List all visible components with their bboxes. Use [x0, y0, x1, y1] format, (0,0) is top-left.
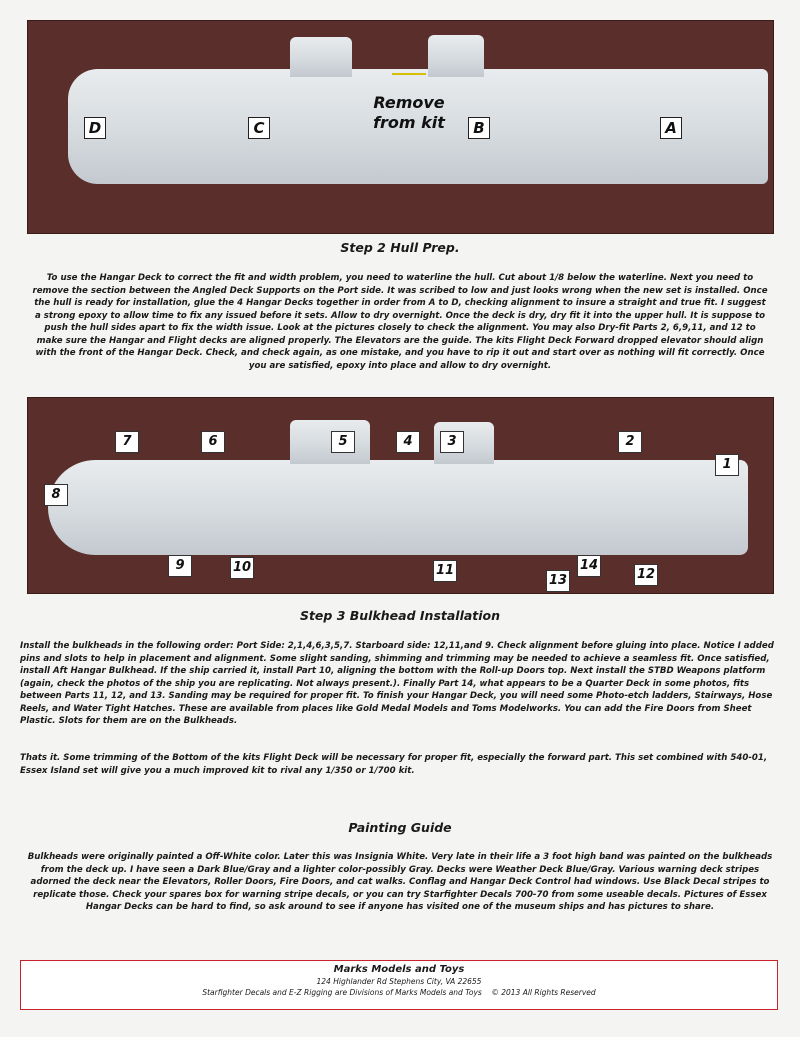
- part-label-3: 3: [440, 431, 464, 453]
- part-label-9: 9: [168, 555, 192, 577]
- hull-photo-top: [27, 20, 774, 234]
- part-label-5: 5: [331, 431, 355, 453]
- section-marker-c: C: [248, 117, 270, 139]
- part-label-12: 12: [634, 564, 658, 586]
- part-label-1: 1: [715, 454, 739, 476]
- step3-text-closing: Thats it. Some trimming of the Bottom of the kits Flight Deck will be necessary for proper fit, especially the forward part. This set combined with 540-01, Essex Island set will give you a much improved kit to rival any 1/350 or 1/700 kit.: [20, 753, 768, 776]
- footer-divisions-line: [21, 988, 777, 997]
- part-label-10: 10: [230, 557, 254, 579]
- part-label-11: 11: [433, 560, 457, 582]
- footer-address: 124 Highlander Rd Stephens City, VA 22655: [316, 977, 482, 986]
- hangar-deck-assembly: [48, 460, 748, 555]
- angled-deck-support-left: [290, 37, 352, 77]
- footer-divisions-note: Starfighter Decals and E-Z Rigging are Divisions of Marks Models and Toys: [202, 988, 482, 997]
- section-marker-d: D: [84, 117, 106, 139]
- hull-photo-bulkheads: [27, 397, 774, 594]
- part-label-8: 8: [44, 484, 68, 506]
- angled-deck-support-left: [290, 420, 370, 464]
- step2-title: Step 2 Hull Prep.: [340, 240, 460, 255]
- painting-guide-title: Painting Guide: [348, 820, 452, 835]
- part-label-7: 7: [115, 431, 139, 453]
- step3-text-instructions: Install the bulkheads in the following order: Port Side: 2,1,4,6,3,5,7. Starboard side: 12,11,and 9. Check alignment before gluing into place. Notice I added pins and slots to help in placement and alignment. Some slight sanding, shimming and trimming may be needed to achieve a seamless fit. Once satisfied, install Aft Hangar Bulkhead. If the ship carried it, install Part 10, aligning the bottom with the Roll-up Doors top. Next install the STBD Weapons platform (again, check the photos of the ship you are replicating. Not always present.). Finally Part 14, what appears to be a Quarter Deck in some photos, fits between Parts 11, 12, and 13. Sanding may be required for proper fit. To finish your Hangar Deck, you will need some Photo-etch ladders, Stairways, Hose Reels, and Water Tight Hatches. These are available from places like Gold Medal Models and Toms Modelworks. You can add the Fire Doors from Sheet Plastic. Slots for them are on the Bulkheads.: [20, 641, 774, 726]
- part-label-4: 4: [396, 431, 420, 453]
- section-marker-a: A: [660, 117, 682, 139]
- step3-title: Step 3 Bulkhead Installation: [299, 608, 501, 623]
- step2-text: To use the Hangar Deck to correct the fit and width problem, you need to waterline the hull. Cut about 1/8 below the waterline. Next you need to remove the section between the Angled Deck Supports on the Port side. It was scribed to low and just looks wrong when the new set is installed. Once the hull is ready for installation, glue the 4 Hangar Decks together in order from A to D, checking alignment to insure a straight and true fit. I suggest a strong epoxy to allow time to fix any issued before it sets. Allow to dry overnight. Once the deck is dry, dry fit it into the upper hull. It is suppose to push the hull sides apart to fix the width issue. Look at the pictures closely to check the alignment. You may also Dry-fit Parts 2, 6,9,11, and 12 to make sure the Hangar and Flight decks are aligned properly. The Elevators are the guide. The kits Flight Deck Forward dropped elevator should align with the front of the Hangar Deck. Check, and check again, as one mistake, and you have to rip it out and start over as nothing will fit correctly. Once you are satisfied, epoxy into place and allow to dry overnight.: [32, 273, 768, 371]
- part-label-2: 2: [618, 431, 642, 453]
- footer-box: [20, 960, 778, 1010]
- painting-guide-text: Bulkheads were originally painted a Off-White color. Later this was Insignia White. Very late in their life a 3 foot high band was painted on the bulkheads from the deck up. I have seen a Dark Blue/Gray and a lighter color-possibly Gray. Decks were Weather Deck Blue/Gray. Various warning deck stripes adorned the deck near the Elevators, Roller Doors, Fire Doors, and cat walks. Conflag and Hangar Deck Control had windows. Use Black Decal stripes to replicate those. Check your spares box for warning stripe decals, or you can try Starfighter Decals 700-70 from some useable decals. Pictures of Essex Hangar Decks can be hard to find, so ask around to see if anyone has visited one of the museum ships and has pictures to share.: [27, 852, 773, 912]
- angled-deck-support-right: [428, 35, 484, 77]
- part-label-14: 14: [577, 555, 601, 577]
- remove-from-kit-label: Remove from kit: [373, 93, 445, 132]
- footer-company: Marks Models and Toys: [333, 964, 465, 975]
- part-label-13: 13: [546, 570, 570, 592]
- footer-copyright: © 2013 All Rights Reserved: [491, 988, 596, 997]
- removal-indicator-line: [392, 73, 426, 75]
- section-marker-b: B: [468, 117, 490, 139]
- part-label-6: 6: [201, 431, 225, 453]
